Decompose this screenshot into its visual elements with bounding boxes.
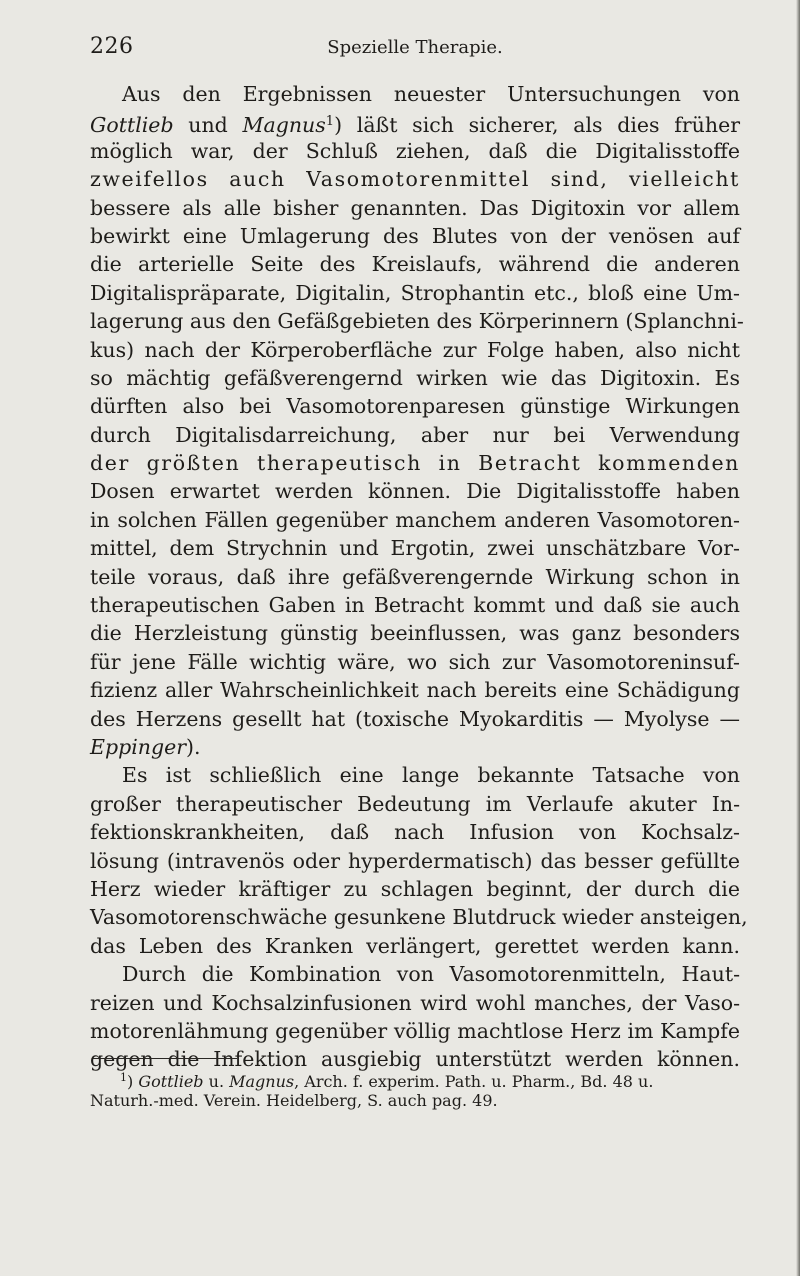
text-line: fektionskrankheiten, daß nach Infusion von Kochsalz- xyxy=(90,820,740,845)
footnote-divider xyxy=(93,1058,237,1059)
text-line: bessere als alle bisher genannten. Das Digitoxin vor allem xyxy=(90,195,740,220)
author-name: Gottlieb xyxy=(90,113,174,138)
text-line: die arterielle Seite des Kreislaufs, während die anderen xyxy=(90,252,740,277)
page-edge-shadow xyxy=(796,0,800,1276)
page-header xyxy=(90,34,740,64)
text-line: Es ist schließlich eine lange bekannte Tatsache von xyxy=(122,763,740,788)
text-line: die Herzleistung günstig beeinflussen, was ganz besonders xyxy=(90,621,740,646)
text-line: Dosen erwartet werden können. Die Digitalisstoffe haben xyxy=(90,479,740,504)
emphasized-text: aber nur bei Verwendung xyxy=(420,422,741,447)
text-line: lagerung aus den Gefäßgebieten des Körperinnern (Splanchni- xyxy=(90,309,744,334)
text-line: reizen und Kochsalzinfusionen wird wohl manches, der Vaso- xyxy=(90,990,740,1015)
emphasized-text: nach Infusion von Kochsalz- xyxy=(394,820,740,845)
text-line: in solchen Fällen gegenüber manchem anderen Vasomotoren- xyxy=(90,507,740,532)
footnote-line: $^1$) Gottlieb u. Magnus, Arch. f. experim. Path. u. Pharm., Bd. 48 u. xyxy=(120,1071,654,1091)
text-line: bewirkt eine Umlagerung des Blutes von der venösen auf xyxy=(90,223,740,248)
text-line: der größten therapeutisch in Betracht kommenden xyxy=(90,451,740,476)
text-line: Digitalispräparate, Digitalin, Strophantin etc., bloß eine Um- xyxy=(90,280,740,305)
footnotes xyxy=(90,1066,740,1112)
emphasized-text: lösung xyxy=(90,848,159,873)
text-line: Eppinger). xyxy=(90,734,201,759)
text-line: Durch die Kombination von Vasomotorenmitteln, Haut- xyxy=(122,962,740,987)
text-line: Herz wieder kräftiger zu schlagen beginnt, der durch die xyxy=(90,876,740,901)
author-name: Gottlieb xyxy=(138,1072,204,1091)
text-line: für jene Fälle wichtig wäre, wo sich zur Vasomotoreninsuf- xyxy=(90,649,740,674)
text-line: so mächtig gefäßverengernd wirken wie das Digitoxin. Es xyxy=(90,365,740,390)
text-line: das Leben des Kranken verlängert, gerettet werden kann. xyxy=(90,933,740,958)
text-line: zweifellos auch Vasomotorenmittel sind, vielleicht xyxy=(90,167,740,192)
author-name: Eppinger xyxy=(90,734,187,759)
text-line: durch Digitalisdarreichung, aber nur bei Verwendung xyxy=(90,422,741,447)
text-line: großer therapeutischer Bedeutung im Verlaufe akuter In- xyxy=(90,791,740,816)
footnote-mark: 1 xyxy=(120,1071,127,1084)
text-line: gegen die Infektion ausgiebig unterstützt werden können. xyxy=(90,1047,740,1072)
footnote-line: Naturh.-med. Verein. Heidelberg, S. auch pag. 49. xyxy=(90,1091,498,1110)
text-line: lösung (intravenös oder hyperdermatisch) das besser gefüllte xyxy=(90,848,740,873)
text-line: Gottlieb und Magnus$^1$) läßt sich sicherer, als dies früher xyxy=(90,113,741,138)
emphasized-text: Dosen xyxy=(90,479,155,504)
author-name: Magnus xyxy=(229,1072,295,1091)
page-number: 226 xyxy=(90,34,134,59)
text-line: Vasomotorenschwäche gesunkene Blutdruck wieder ansteigen, xyxy=(90,905,748,930)
text-line: mittel, dem Strychnin und Ergotin, zwei unschätzbare Vor- xyxy=(90,536,740,561)
text-line: teile voraus, daß ihre gefäßverengernde Wirkung schon in xyxy=(90,564,740,589)
text-line: kus) nach der Körperoberfläche zur Folge haben, also nicht xyxy=(90,337,740,362)
text-line: möglich war, der Schluß ziehen, daß die Digitalisstoffe xyxy=(90,138,740,163)
body-text xyxy=(90,80,748,1074)
running-head: Spezielle Therapie. xyxy=(327,37,503,58)
text-line: Aus den Ergebnissen neuester Untersuchungen von xyxy=(122,82,740,106)
text-line: fizienz aller Wahrscheinlichkeit nach bereits eine Schädigung xyxy=(90,678,740,703)
text-line: motorenlähmung gegenüber völlig machtlose Herz im Kampfe xyxy=(90,1018,740,1043)
footnote-reference: 1 xyxy=(325,114,335,130)
author-name: Magnus xyxy=(242,113,326,138)
text-line: dürften also bei Vasomotorenparesen günstige Wirkungen xyxy=(90,394,740,419)
text-line: des Herzens gesellt hat (toxische Myokarditis — Myolyse — xyxy=(90,706,740,731)
text-line: therapeutischen Gaben in Betracht kommt und daß sie auch xyxy=(90,593,740,618)
